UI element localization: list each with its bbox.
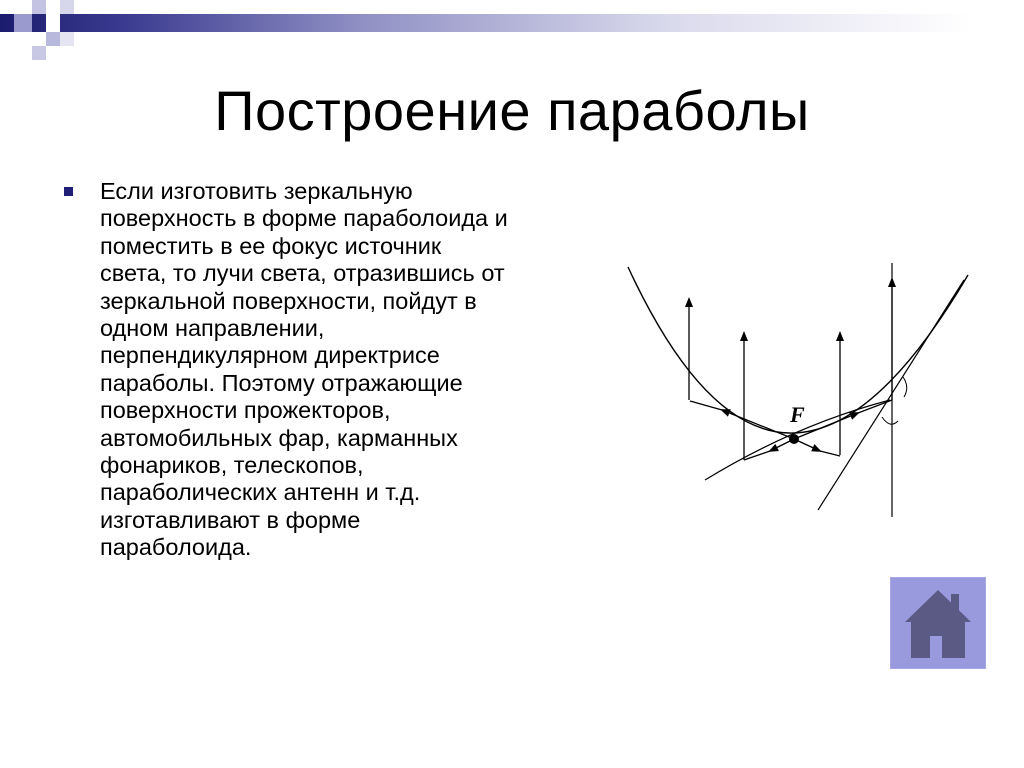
corner-square — [60, 32, 74, 46]
parabola-diagram — [620, 255, 980, 525]
corner-square — [60, 0, 74, 14]
header-gradient-bar — [0, 14, 1024, 32]
bullet-square-icon — [64, 187, 73, 196]
angle-arc — [882, 417, 898, 424]
ray-from-focus — [820, 451, 840, 456]
bullet-text: Если изготовить зеркальную поверхность в форме параболоида и поместить в ее фокус источник света, то лучи света, отразившись от зеркальной поверхности, пойдут в одном направлении, перпендикулярном директрисе параболы. Поэтому отражающие поверхности прожекторов, автомобильных фар, карманных фонариков, телескопов, параболических антенн и т.д. изготавливают в форме параболоида. — [100, 178, 508, 561]
focus-label: F — [790, 402, 805, 427]
ray-from-focus — [858, 400, 892, 413]
angle-arc — [903, 377, 907, 397]
corner-square — [46, 14, 60, 32]
home-icon — [891, 578, 985, 668]
corner-square — [14, 14, 32, 32]
ray-from-focus — [722, 410, 794, 439]
bullet-item — [60, 178, 600, 562]
ray-from-focus — [690, 401, 722, 410]
home-button[interactable] — [890, 577, 986, 669]
corner-square — [32, 46, 46, 60]
corner-square — [46, 32, 60, 46]
corner-square — [32, 0, 46, 14]
focus-point — [789, 434, 799, 444]
slide-title: Построение параболы — [214, 79, 810, 142]
